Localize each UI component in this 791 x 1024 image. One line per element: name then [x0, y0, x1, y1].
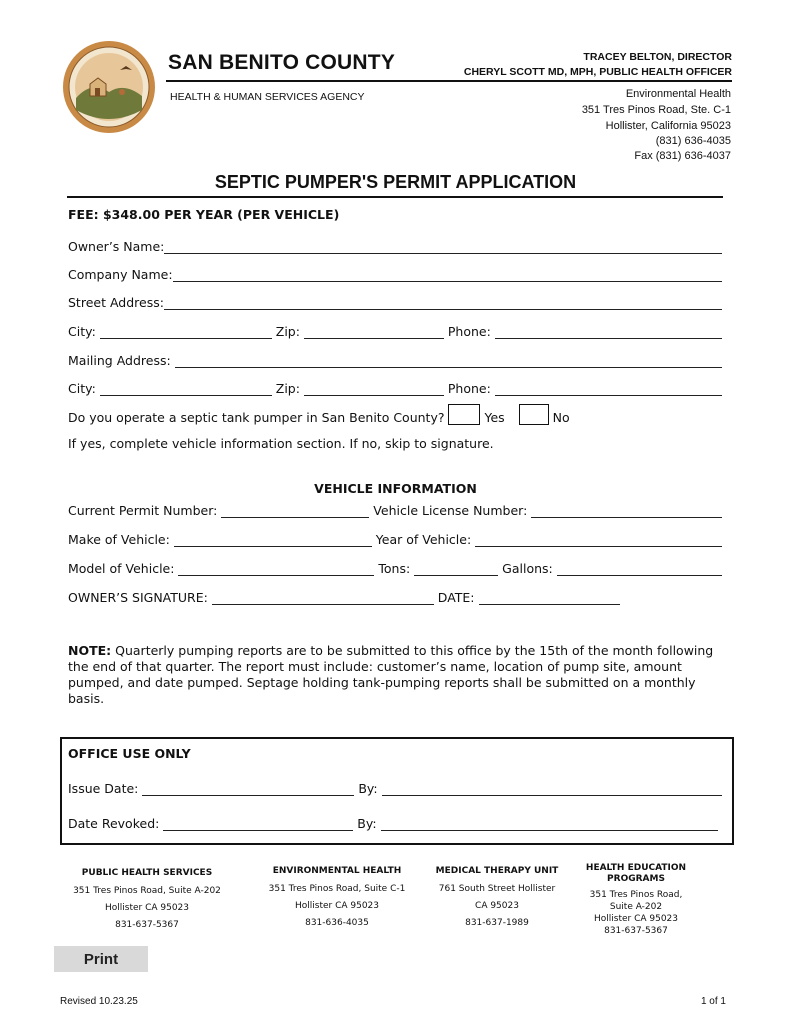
footer-health-education-line3: 831-637-5367 [604, 926, 668, 936]
license-label: Vehicle License Number: [369, 503, 532, 518]
gallons-label: Gallons: [498, 561, 557, 576]
make-label: Make of Vehicle: [68, 532, 174, 547]
issue-date-label: Issue Date: [68, 781, 143, 796]
issue-date-row [68, 778, 722, 796]
address-line-2: Hollister, California 95023 [605, 120, 731, 132]
footer-health-education-line1: 351 Tres Pinos Road, Suite A-202 [589, 890, 683, 912]
license-field[interactable] [531, 503, 722, 518]
model-tons-gallons-row [68, 558, 722, 576]
footer-public-health-line1: 351 Tres Pinos Road, Suite A-202 [73, 886, 221, 896]
signature-row [68, 587, 620, 605]
title-rule [67, 196, 723, 198]
footer-health-education [582, 863, 690, 937]
current-permit-field[interactable] [221, 503, 369, 518]
mailing-address-field[interactable] [175, 353, 722, 368]
city-field[interactable] [100, 324, 272, 339]
footer-medical-therapy-line3: 831-637-1989 [465, 918, 529, 928]
vehicle-heading: VEHICLE INFORMATION [314, 481, 477, 496]
footer-medical-therapy-line1: 761 South Street Hollister [438, 884, 556, 894]
date-revoked-label: Date Revoked: [68, 816, 164, 831]
street-address-row [68, 292, 722, 310]
permit-license-row [68, 500, 722, 518]
issue-by-field[interactable] [382, 781, 722, 796]
footer-health-education-title: HEALTH EDUCATION PROGRAMS [585, 863, 687, 884]
make-field[interactable] [174, 532, 372, 547]
street-address-label: Street Address: [68, 295, 164, 310]
page-number: 1 of 1 [700, 996, 726, 1007]
footer-public-health-line3: 831-637-5367 [115, 920, 179, 930]
date-revoked-row [68, 813, 718, 831]
company-name-row [68, 264, 722, 282]
footer-public-health-line2: Hollister CA 95023 [104, 903, 190, 913]
operate-question-row [68, 404, 580, 425]
mailing-phone-field[interactable] [495, 381, 722, 396]
model-field[interactable] [178, 561, 374, 576]
current-permit-label: Current Permit Number: [68, 503, 222, 518]
note-label: NOTE: [68, 643, 112, 658]
director-name: TRACEY BELTON, DIRECTOR [583, 51, 732, 63]
gallons-field[interactable] [557, 561, 722, 576]
make-year-row [68, 529, 722, 547]
signature-label: OWNER’S SIGNATURE: [68, 590, 212, 605]
street-address-field[interactable] [164, 295, 722, 310]
issue-date-field[interactable] [142, 781, 354, 796]
fee-text: FEE: $348.00 PER YEAR (PER VEHICLE) [68, 207, 340, 222]
owners-name-label: Owner’s Name: [68, 239, 165, 254]
year-label: Year of Vehicle: [371, 532, 476, 547]
footer-medical-therapy [428, 866, 566, 932]
print-button[interactable]: Print [54, 946, 148, 972]
agency-name: SAN BENITO COUNTY [168, 51, 396, 74]
footer-health-education-line2: Hollister CA 95023 [593, 914, 679, 924]
issue-by-label: By: [354, 781, 382, 796]
mailing-address-label: Mailing Address: [68, 353, 175, 368]
mailing-address-row [68, 350, 722, 368]
model-label: Model of Vehicle: [68, 561, 179, 576]
mailing-city-field[interactable] [100, 381, 272, 396]
form-title: SEPTIC PUMPER'S PERMIT APPLICATION [214, 172, 577, 192]
footer-environmental-line3: 831-636-4035 [305, 918, 369, 928]
owners-name-row [68, 236, 722, 254]
mailing-zip-label: Zip: [271, 381, 304, 396]
footer-environmental [256, 866, 418, 932]
department-name: Environmental Health [625, 88, 731, 100]
date-field[interactable] [479, 590, 621, 605]
date-label: DATE: [433, 590, 479, 605]
footer-environmental-line1: 351 Tres Pinos Road, Suite C-1 [268, 884, 406, 894]
owners-name-field[interactable] [164, 239, 722, 254]
no-label: No [552, 410, 570, 425]
county-seal-icon [62, 40, 156, 134]
revised-date: Revised 10.23.25 [60, 996, 138, 1007]
yes-label: Yes [484, 410, 505, 425]
phone-number: (831) 636-4035 [655, 135, 731, 147]
phone-field[interactable] [495, 324, 722, 339]
mailing-zip-field[interactable] [304, 381, 444, 396]
zip-label: Zip: [271, 324, 304, 339]
footer-medical-therapy-line2: CA 95023 [475, 901, 519, 911]
mailing-city-zip-phone-row [68, 378, 722, 396]
footer-environmental-title: ENVIRONMENTAL HEALTH [272, 866, 402, 876]
footer-medical-therapy-title: MEDICAL THERAPY UNIT [435, 866, 559, 876]
address-line-1: 351 Tres Pinos Road, Ste. C-1 [581, 104, 731, 116]
mailing-phone-label: Phone: [443, 381, 495, 396]
city-zip-phone-row [68, 321, 722, 339]
mailing-city-label: City: [68, 381, 100, 396]
date-revoked-field[interactable] [163, 816, 353, 831]
operate-question: Do you operate a septic tank pumper in San Benito County? [68, 410, 445, 425]
city-label: City: [68, 324, 100, 339]
footer-public-health-title: PUBLIC HEALTH SERVICES [81, 868, 213, 878]
zip-field[interactable] [304, 324, 444, 339]
vehicle-hint: If yes, complete vehicle information section. If no, skip to signature. [68, 436, 494, 451]
company-name-field[interactable] [173, 267, 722, 282]
phone-label: Phone: [443, 324, 495, 339]
signature-field[interactable] [212, 590, 434, 605]
tons-label: Tons: [374, 561, 415, 576]
footer-environmental-line2: Hollister CA 95023 [294, 901, 380, 911]
yes-checkbox[interactable] [448, 404, 480, 425]
fax-number: Fax (831) 636-4037 [634, 150, 731, 162]
office-use-title: OFFICE USE ONLY [68, 746, 191, 761]
agency-subtitle: HEALTH & HUMAN SERVICES AGENCY [170, 91, 365, 103]
year-field[interactable] [475, 532, 722, 547]
header-rule [166, 80, 732, 82]
footer-public-health [62, 868, 232, 934]
revoked-by-label: By: [353, 816, 381, 831]
revoked-by-field[interactable] [381, 816, 718, 831]
company-name-label: Company Name: [68, 267, 173, 282]
note-text: Quarterly pumping reports are to be submitted to this office by the 15th of the month following the end of that quarter. The report must include: customer’s name, location of pump site, amount pumped, and date pumped. Septage holding tank-pumping reports shall be submitted on a monthly basis. [68, 643, 714, 706]
note-paragraph [68, 643, 728, 707]
no-checkbox[interactable] [519, 404, 549, 425]
tons-field[interactable] [414, 561, 498, 576]
health-officer-name: CHERYL SCOTT MD, MPH, PUBLIC HEALTH OFFICER [463, 66, 732, 78]
